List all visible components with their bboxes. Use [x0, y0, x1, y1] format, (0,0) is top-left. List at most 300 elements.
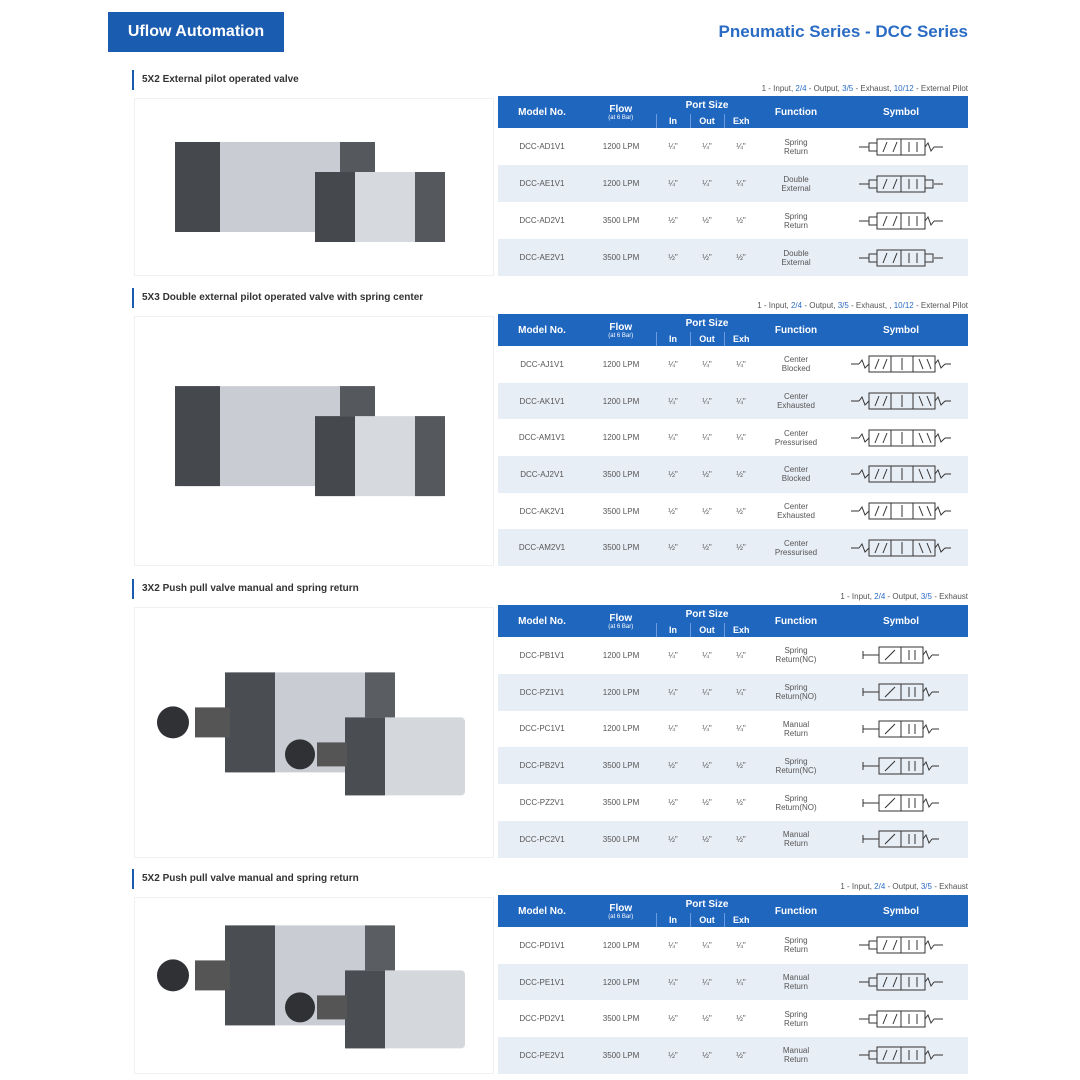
cell-flow: 1200 LPM: [586, 165, 656, 202]
valve-symbol-icon: [857, 755, 945, 777]
valve-symbol-icon: [851, 427, 951, 449]
series-title: Pneumatic Series - DCC Series: [718, 22, 968, 41]
function-line: Return(NO): [775, 692, 817, 702]
cell-function: [758, 674, 834, 711]
cell-out: ¼": [690, 165, 724, 202]
cell-model: DCC-PZ1V1: [498, 674, 586, 711]
cell-flow: 1200 LPM: [586, 383, 656, 420]
legend-part: - Output,: [885, 882, 921, 891]
cell-exh: ½": [724, 747, 758, 784]
table-row: [498, 493, 968, 530]
table-row: [498, 202, 968, 239]
function-line: Center: [783, 538, 808, 548]
cell-in: ¼": [668, 940, 678, 950]
cell-out: ¼": [690, 383, 724, 420]
port-legend: [762, 84, 968, 93]
cell-exh: ¼": [736, 940, 746, 950]
cell-exh: ¼": [736, 142, 746, 151]
cell-flow: 3500 LPM: [602, 1014, 640, 1024]
cell-function: [758, 784, 834, 821]
flow-note: (at 6 Bar): [608, 332, 634, 339]
cell-in: ½": [668, 798, 678, 808]
col-model: Model No.: [498, 605, 586, 637]
function-line: Center: [783, 465, 808, 475]
valve-symbol-icon: [851, 463, 951, 485]
col-function: Function: [758, 96, 834, 128]
legend-part: 1 - Input,: [840, 882, 875, 891]
cell-flow: 1200 LPM: [602, 433, 640, 443]
cell-symbol: [834, 637, 968, 674]
table-row: [498, 239, 968, 276]
function-line: Center: [783, 355, 808, 365]
cell-exh: ¼": [724, 165, 758, 202]
cell-model: DCC-AD1V1: [519, 142, 565, 151]
legend-part: 1 - Input,: [840, 592, 875, 601]
cell-out: ¼": [702, 142, 712, 151]
function-line: Return: [783, 1018, 808, 1028]
legend-part: - Exhaust,: [853, 84, 894, 93]
col-in: In: [656, 913, 690, 927]
col-model: Model No.: [498, 314, 586, 346]
cell-function: [758, 1000, 834, 1037]
cell-symbol: [834, 529, 968, 566]
legend-part: - Output,: [806, 84, 843, 93]
flow-label: Flow: [609, 902, 633, 914]
cell-in: ¼": [668, 359, 678, 369]
cell-flow: 3500 LPM: [586, 821, 656, 858]
function-line: Return(NC): [775, 655, 817, 665]
col-port-size: Port Size: [656, 895, 758, 913]
cell-flow: 3500 LPM: [586, 1037, 656, 1074]
cell-function: [758, 821, 834, 858]
cell-flow: 1200 LPM: [602, 142, 640, 151]
col-function: Function: [758, 314, 834, 346]
cell-in: ½": [656, 1037, 690, 1074]
cell-exh: ¼": [736, 724, 746, 734]
table-row: [498, 346, 968, 383]
cell-exh: ¼": [736, 650, 746, 660]
cell-symbol: [834, 419, 968, 456]
col-port-size: Port Size: [656, 605, 758, 623]
table-row: [498, 419, 968, 456]
cell-exh: ½": [736, 216, 746, 225]
cell-function: [758, 202, 834, 239]
function-line: Spring: [784, 211, 808, 221]
cell-function: [758, 711, 834, 748]
legend-part: - External Pilot: [913, 84, 968, 93]
valve-symbol-icon: [857, 247, 945, 269]
cell-exh: ½": [724, 529, 758, 566]
valve-symbol-icon: [851, 390, 951, 412]
valve-symbol-icon: [857, 718, 945, 740]
legend-part: - Exhaust: [931, 882, 968, 891]
cell-out: ½": [690, 747, 724, 784]
product-photo: [134, 607, 494, 858]
cell-exh: ½": [736, 1014, 746, 1024]
cell-exh: ½": [724, 1037, 758, 1074]
flow-note: (at 6 Bar): [608, 114, 634, 121]
flow-label: Flow: [609, 103, 633, 115]
valve-symbol-icon: [851, 353, 951, 375]
cell-symbol: [834, 711, 968, 748]
cell-function: [758, 165, 834, 202]
valve-symbol-icon: [857, 644, 945, 666]
cell-flow: 1200 LPM: [586, 964, 656, 1001]
cell-symbol: [834, 674, 968, 711]
valve-symbol-icon: [857, 792, 945, 814]
cell-model: DCC-PE1V1: [498, 964, 586, 1001]
table-row: [498, 964, 968, 1001]
cell-exh: ¼": [724, 383, 758, 420]
function-line: Spring: [784, 137, 808, 147]
legend-part: - Output,: [885, 592, 921, 601]
legend-part: 2/4: [874, 592, 886, 601]
cell-out: ½": [702, 216, 712, 225]
legend-part: 2/4: [795, 84, 807, 93]
cell-in: ¼": [656, 165, 690, 202]
cell-in: ½": [656, 821, 690, 858]
section-title: 3X2 Push pull valve manual and spring return: [132, 579, 359, 599]
cell-symbol: [834, 493, 968, 530]
cell-function: [758, 383, 834, 420]
col-flow: [586, 96, 656, 128]
function-line: Pressurised: [774, 547, 818, 557]
cell-symbol: [834, 456, 968, 493]
valve-product-image: [135, 99, 493, 275]
valve-symbol-icon: [857, 828, 945, 850]
col-out: Out: [690, 623, 724, 637]
cell-in: ¼": [656, 383, 690, 420]
col-out: Out: [690, 913, 724, 927]
col-exh: Exh: [724, 114, 758, 128]
cell-out: ¼": [702, 433, 712, 443]
product-section: [132, 288, 968, 566]
col-function: Function: [758, 895, 834, 927]
legend-part: - Exhaust: [931, 592, 968, 601]
brand-logo: Uflow Automation: [108, 12, 284, 52]
cell-model: DCC-AJ1V1: [520, 359, 564, 369]
legend-part: 3/5: [837, 301, 849, 310]
cell-in: ½": [668, 506, 678, 516]
col-flow: [586, 605, 656, 637]
function-line: Spring: [784, 1009, 808, 1019]
port-legend: [840, 592, 968, 601]
spec-table: [498, 96, 968, 276]
col-symbol: Symbol: [834, 605, 968, 637]
cell-model: DCC-AM1V1: [518, 433, 566, 443]
function-line: Double: [783, 174, 809, 184]
function-line: Pressurised: [774, 437, 818, 447]
legend-part: 3/5: [920, 592, 932, 601]
cell-out: ½": [690, 821, 724, 858]
cell-flow: 3500 LPM: [586, 239, 656, 276]
cell-flow: 1200 LPM: [602, 650, 640, 660]
cell-flow: 3500 LPM: [602, 506, 640, 516]
cell-flow: 3500 LPM: [586, 456, 656, 493]
cell-flow: 1200 LPM: [586, 674, 656, 711]
legend-part: 1 - Input,: [757, 301, 791, 310]
cell-flow: 3500 LPM: [602, 798, 640, 808]
cell-flow: 1200 LPM: [602, 359, 640, 369]
cell-function: [758, 346, 834, 383]
cell-exh: ¼": [724, 674, 758, 711]
cell-in: ½": [656, 456, 690, 493]
cell-model: DCC-PB1V1: [519, 650, 565, 660]
cell-in: ¼": [668, 142, 678, 151]
col-out: Out: [690, 332, 724, 346]
table-row: [498, 383, 968, 420]
cell-in: ½": [656, 747, 690, 784]
cell-model: DCC-PD1V1: [519, 940, 565, 950]
col-model: Model No.: [498, 895, 586, 927]
valve-symbol-icon: [851, 500, 951, 522]
cell-function: [758, 128, 834, 165]
cell-out: ¼": [702, 724, 712, 734]
section-title: 5X2 External pilot operated valve: [132, 70, 299, 90]
cell-in: ¼": [668, 724, 678, 734]
spec-table: [498, 605, 968, 858]
cell-out: ¼": [702, 359, 712, 369]
valve-symbol-icon: [851, 537, 951, 559]
col-symbol: Symbol: [834, 895, 968, 927]
table-row: [498, 821, 968, 858]
cell-function: [758, 747, 834, 784]
valve-product-image: [135, 317, 493, 565]
cell-exh: ¼": [724, 964, 758, 1001]
legend-part: 2/4: [874, 882, 886, 891]
cell-exh: ¼": [736, 359, 746, 369]
valve-product-image: [135, 608, 493, 857]
function-line: Blocked: [781, 364, 811, 374]
function-line: Center: [783, 502, 808, 512]
cell-flow: 3500 LPM: [586, 747, 656, 784]
cell-exh: ¼": [736, 433, 746, 443]
table-row: [498, 711, 968, 748]
cell-out: ¼": [702, 650, 712, 660]
function-line: Return: [783, 220, 808, 230]
function-line: Manual: [782, 973, 810, 983]
table-row: [498, 128, 968, 165]
function-line: Return: [783, 982, 808, 992]
cell-in: ¼": [668, 433, 678, 443]
function-line: Spring: [784, 793, 808, 803]
cell-model: DCC-PB2V1: [498, 747, 586, 784]
col-out: Out: [690, 114, 724, 128]
cell-out: ½": [702, 798, 712, 808]
function-line: Center: [783, 428, 808, 438]
function-line: Spring: [784, 936, 808, 946]
col-in: In: [656, 114, 690, 128]
function-line: Return: [783, 146, 808, 156]
cell-out: ½": [690, 529, 724, 566]
function-line: Return: [783, 1055, 808, 1065]
valve-symbol-icon: [857, 136, 945, 158]
cell-function: [758, 964, 834, 1001]
function-line: Spring: [784, 646, 808, 656]
cell-symbol: [834, 927, 968, 964]
valve-symbol-icon: [857, 1008, 945, 1030]
valve-symbol-icon: [857, 934, 945, 956]
table-row: [498, 927, 968, 964]
cell-model: DCC-AM2V1: [498, 529, 586, 566]
cell-symbol: [834, 964, 968, 1001]
cell-model: DCC-AJ2V1: [498, 456, 586, 493]
cell-in: ½": [668, 216, 678, 225]
legend-part: 3/5: [842, 84, 854, 93]
valve-symbol-icon: [857, 971, 945, 993]
cell-flow: 3500 LPM: [586, 529, 656, 566]
spec-table: [498, 895, 968, 1074]
product-section: [132, 70, 968, 276]
product-photo: [134, 316, 494, 566]
table-row: [498, 674, 968, 711]
cell-in: ¼": [656, 674, 690, 711]
cell-model: DCC-PD2V1: [519, 1014, 565, 1024]
col-flow: [586, 895, 656, 927]
cell-flow: 3500 LPM: [602, 216, 640, 225]
col-port-size: Port Size: [656, 96, 758, 114]
legend-part: 10/12: [893, 84, 914, 93]
flow-label: Flow: [609, 321, 633, 333]
cell-function: [758, 493, 834, 530]
function-line: Blocked: [781, 474, 811, 484]
cell-symbol: [834, 821, 968, 858]
legend-part: - Output,: [802, 301, 838, 310]
col-model: Model No.: [498, 96, 586, 128]
flow-label: Flow: [609, 612, 633, 624]
cell-function: [758, 419, 834, 456]
cell-out: ¼": [690, 964, 724, 1001]
cell-exh: ½": [724, 821, 758, 858]
cell-out: ¼": [702, 940, 712, 950]
product-section: [132, 869, 968, 1074]
table-row: [498, 747, 968, 784]
cell-out: ½": [690, 456, 724, 493]
cell-exh: ½": [724, 239, 758, 276]
function-line: Spring: [784, 756, 808, 766]
product-section: [132, 579, 968, 858]
cell-model: DCC-AK2V1: [519, 506, 565, 516]
cell-exh: ½": [736, 506, 746, 516]
cell-function: [758, 637, 834, 674]
function-line: Manual: [782, 719, 810, 729]
cell-symbol: [834, 747, 968, 784]
function-line: Return: [783, 728, 808, 738]
valve-symbol-icon: [857, 681, 945, 703]
cell-symbol: [834, 239, 968, 276]
valve-product-image: [135, 898, 493, 1073]
cell-model: DCC-AE1V1: [498, 165, 586, 202]
function-line: External: [781, 257, 811, 267]
col-in: In: [656, 332, 690, 346]
col-exh: Exh: [724, 623, 758, 637]
cell-flow: 1200 LPM: [602, 724, 640, 734]
section-title: 5X3 Double external pilot operated valve with spring center: [132, 288, 423, 308]
legend-part: 2/4: [790, 301, 803, 310]
col-symbol: Symbol: [834, 314, 968, 346]
cell-symbol: [834, 784, 968, 821]
flow-note: (at 6 Bar): [608, 913, 634, 920]
cell-model: DCC-PC1V1: [519, 724, 565, 734]
valve-symbol-icon: [857, 173, 945, 195]
cell-in: ½": [656, 529, 690, 566]
legend-part: 3/5: [920, 882, 932, 891]
legend-part: - Exhaust, ,: [848, 301, 894, 310]
col-function: Function: [758, 605, 834, 637]
cell-model: DCC-AK1V1: [498, 383, 586, 420]
col-flow: [586, 314, 656, 346]
function-line: Exhausted: [777, 401, 815, 411]
col-exh: Exh: [724, 913, 758, 927]
legend-part: 1 - Input,: [761, 84, 796, 93]
function-line: Manual: [782, 1046, 810, 1056]
table-row: [498, 529, 968, 566]
port-legend: [757, 301, 968, 310]
cell-symbol: [834, 165, 968, 202]
cell-symbol: [834, 1037, 968, 1074]
cell-in: ½": [656, 239, 690, 276]
cell-out: ½": [702, 506, 712, 516]
cell-function: [758, 529, 834, 566]
function-line: Manual: [782, 830, 810, 840]
cell-in: ½": [668, 1014, 678, 1024]
col-exh: Exh: [724, 332, 758, 346]
section-title: 5X2 Push pull valve manual and spring return: [132, 869, 359, 889]
cell-model: DCC-PC2V1: [498, 821, 586, 858]
function-line: Double: [783, 248, 809, 258]
cell-in: ¼": [668, 650, 678, 660]
cell-function: [758, 456, 834, 493]
cell-function: [758, 239, 834, 276]
cell-symbol: [834, 383, 968, 420]
legend-part: - External Pilot: [913, 301, 968, 310]
cell-exh: ½": [736, 798, 746, 808]
flow-note: (at 6 Bar): [608, 623, 634, 630]
function-line: Spring: [784, 683, 808, 693]
col-symbol: Symbol: [834, 96, 968, 128]
function-line: Return: [783, 839, 808, 849]
function-line: Exhausted: [777, 511, 815, 521]
col-in: In: [656, 623, 690, 637]
table-row: [498, 456, 968, 493]
table-row: [498, 165, 968, 202]
cell-symbol: [834, 1000, 968, 1037]
cell-symbol: [834, 128, 968, 165]
cell-function: [758, 1037, 834, 1074]
port-legend: [840, 882, 968, 891]
function-line: External: [781, 183, 811, 193]
function-line: Return(NO): [775, 802, 817, 812]
spec-table: [498, 314, 968, 566]
cell-out: ½": [690, 239, 724, 276]
cell-in: ¼": [656, 964, 690, 1001]
cell-symbol: [834, 202, 968, 239]
cell-out: ¼": [690, 674, 724, 711]
cell-symbol: [834, 346, 968, 383]
function-line: Return: [783, 945, 808, 955]
table-row: [498, 1000, 968, 1037]
product-photo: [134, 98, 494, 276]
function-line: Return(NC): [775, 765, 817, 775]
cell-flow: 1200 LPM: [602, 940, 640, 950]
valve-symbol-icon: [857, 210, 945, 232]
table-row: [498, 784, 968, 821]
cell-model: DCC-AE2V1: [498, 239, 586, 276]
cell-exh: ½": [724, 456, 758, 493]
cell-function: [758, 927, 834, 964]
cell-model: DCC-PZ2V1: [519, 798, 565, 808]
cell-model: DCC-AD2V1: [519, 216, 565, 225]
